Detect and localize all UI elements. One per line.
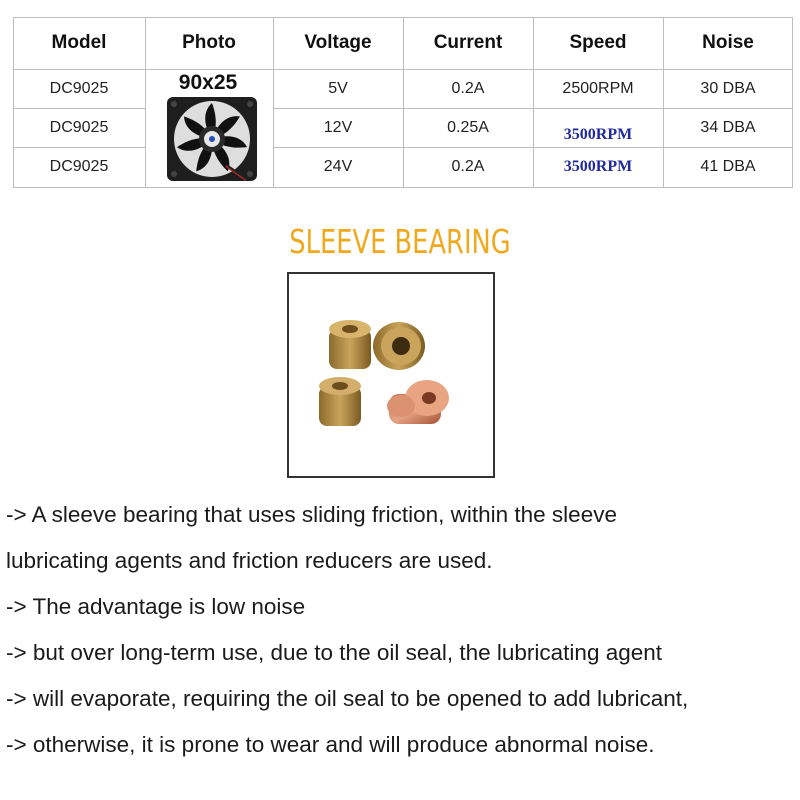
spec-table bbox=[13, 17, 793, 188]
row3-speed: 3500RPM bbox=[563, 158, 633, 175]
description-line-4: -> but over long-term use, due to the oil seal, the lubricating agent bbox=[6, 640, 663, 665]
row1-speed: 2500RPM bbox=[562, 79, 634, 97]
photo-size-label: 90x25 bbox=[178, 71, 238, 94]
row1-model: DC9025 bbox=[49, 79, 109, 97]
description-line-5: -> will evaporate, requiring the oil seal to be opened to add lubricant, bbox=[6, 686, 689, 711]
row1-noise: 30 DBA bbox=[700, 79, 756, 97]
row2-noise: 34 DBA bbox=[700, 118, 756, 136]
row3-voltage: 24V bbox=[323, 158, 353, 175]
sleeve-bearings-photo bbox=[289, 274, 493, 476]
section-title: SLEEVE BEARING bbox=[289, 222, 511, 261]
header-model: Model bbox=[51, 32, 107, 53]
row2-voltage: 12V bbox=[323, 118, 353, 136]
header-current: Current bbox=[433, 32, 503, 53]
header-voltage: Voltage bbox=[304, 32, 372, 53]
row3-current: 0.2A bbox=[451, 158, 485, 175]
row1-voltage: 5V bbox=[328, 79, 348, 97]
description-line-3: -> The advantage is low noise bbox=[6, 594, 306, 619]
description-line-1: -> A sleeve bearing that uses sliding friction, within the sleeve bbox=[6, 502, 617, 527]
row2-model: DC9025 bbox=[49, 118, 109, 136]
cooling-fan-photo bbox=[166, 96, 258, 182]
row3-noise: 41 DBA bbox=[700, 158, 756, 175]
description-line-6: -> otherwise, it is prone to wear and will produce abnormal noise. bbox=[6, 732, 655, 757]
row1-current: 0.2A bbox=[451, 79, 485, 97]
row2-speed: 3500RPM bbox=[563, 125, 633, 143]
description-line-2: lubricating agents and friction reducers are used. bbox=[6, 548, 493, 573]
header-speed: Speed bbox=[569, 32, 627, 53]
header-noise: Noise bbox=[702, 32, 754, 53]
row2-current: 0.25A bbox=[447, 118, 489, 136]
header-photo: Photo bbox=[182, 32, 236, 53]
bearing-photo-frame bbox=[287, 272, 495, 478]
row3-model: DC9025 bbox=[49, 158, 109, 175]
